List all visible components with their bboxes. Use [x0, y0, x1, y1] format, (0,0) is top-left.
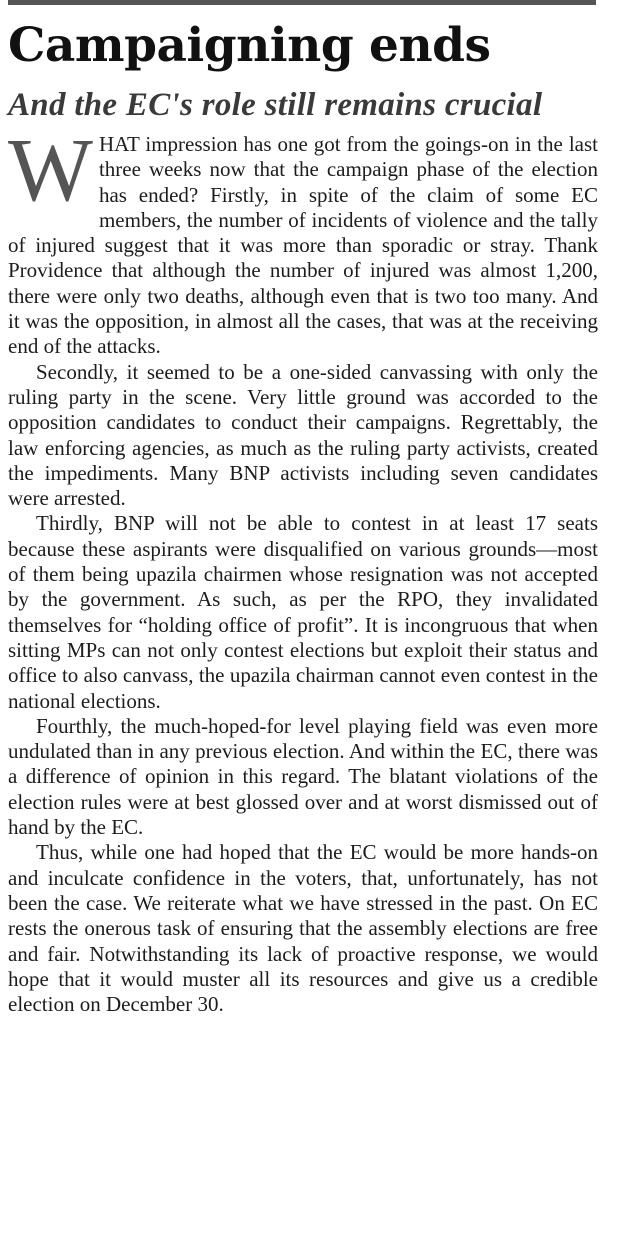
- paragraph-2: Secondly, it seemed to be a one-sided canvassing with only the ruling party in the scene. Very little ground was accorded to the opposition candidates to conduct their campaigns. Regrettably, the law enforcing agencies, as much as the ruling party activists, created the impediments. Many BNP activists including seven candidates were arrested.: [8, 359, 598, 511]
- article-body: [8, 121, 598, 1017]
- paragraph-4: Fourthly, the much-hoped-for level playing field was even more undulated than in any previous election. And within the EC, there was a difference of opinion in this regard. The blatant violations of the election rules were at best glossed over and at worst dismissed out of hand by the EC.: [8, 713, 598, 840]
- paragraph-1: [8, 121, 598, 360]
- paragraph-5: Thus, while one had hoped that the EC would be more hands-on and inculcate confidence in the voters, that, unfortunately, has not been the case. We reiterate what we have stressed in the past. On EC rests the onerous task of ensuring that the assembly elections are free and fair. Notwithstanding its lack of proactive response, we would hope that it would muster all its resources and give us a credible election on December 30.: [8, 840, 598, 1017]
- editorial-article: [8, 18, 598, 1017]
- paragraph-1-text: HAT impression has one got from the goings-on in the last three weeks now that the campaign phase of the election has ended? Firstly, in spite of the claim of some EC members, the number of incidents of violence and the tally of injured suggest that it was more than sporadic or stray. Thank Providence that although the number of injured was almost 1,200, there were only two deaths, although even that is two too many. And it was the opposition, in almost all the cases, that was at the receiving end of the attacks.: [8, 132, 598, 359]
- top-rule: [8, 0, 596, 5]
- paragraph-3: Thirdly, BNP will not be able to contest in at least 17 seats because these aspirants were disqualified on various grounds—most of them being upazila chairmen whose resignation was not accepted by the government. As such, as per the RPO, they invalidated themselves for “holding office of profit”. It is incongruous that when sitting MPs can not only contest elections but exploit their status and office to also canvass, the upazila chairman cannot even contest in the national elections.: [8, 511, 598, 713]
- subheadline: And the EC's role still remains crucial: [8, 87, 543, 123]
- drop-cap: W: [8, 121, 93, 220]
- headline: Campaigning ends: [8, 18, 491, 73]
